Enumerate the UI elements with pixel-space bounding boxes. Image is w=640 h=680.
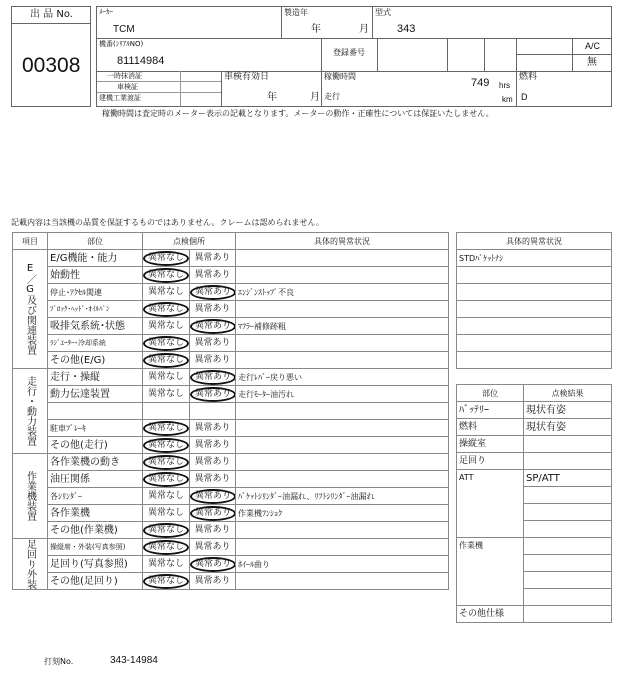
category-label: 作業機装置 xyxy=(24,471,36,521)
part-cell: 走行・操縦 xyxy=(48,369,143,386)
maker-label: ﾒｰｶｰ xyxy=(99,8,113,16)
rb-work-row xyxy=(524,555,612,572)
rt-row xyxy=(457,301,612,318)
rb-under-value xyxy=(524,453,612,470)
ng-option xyxy=(190,505,236,522)
rt-row xyxy=(457,318,612,335)
rb-att-row xyxy=(524,521,612,538)
ok-label: 異常なし xyxy=(147,490,184,501)
part-cell: 始動性 xyxy=(48,267,143,284)
ok-label: 異常なし xyxy=(147,286,184,297)
detail-cell xyxy=(236,267,449,284)
model-value: 343 xyxy=(397,23,416,35)
hours-value: 749 xyxy=(471,77,490,89)
inspection-month-unit: 月 xyxy=(310,92,320,103)
rb-work-label: 作業機 xyxy=(457,538,524,606)
table-row xyxy=(13,267,449,284)
category-label: E／G及び関連装置 xyxy=(24,263,36,355)
table-row xyxy=(13,369,449,386)
ok-label: 異常なし xyxy=(147,371,184,382)
table-row xyxy=(13,284,449,301)
ng-label-circled: 異常あり xyxy=(190,319,236,334)
ok-option xyxy=(143,573,190,590)
ok-label-circled: 異常なし xyxy=(143,336,189,351)
table-row xyxy=(13,352,449,369)
table-row xyxy=(13,471,449,488)
rb-work-row xyxy=(524,538,612,555)
part-cell: その他(足回り) xyxy=(48,573,143,590)
ng-option xyxy=(190,369,236,386)
ok-option xyxy=(143,471,190,488)
listing-no-box xyxy=(11,6,91,107)
part-cell: 各作業機 xyxy=(48,505,143,522)
part-cell: 足回り(写真参照) xyxy=(48,556,143,573)
inspection-table xyxy=(12,232,449,590)
category-cell xyxy=(13,454,48,539)
rb-fuel-label: 燃料 xyxy=(457,419,524,436)
part-cell: 各作業機の動き xyxy=(48,454,143,471)
reg-label: 登録番号 xyxy=(333,48,365,57)
table-header-row xyxy=(13,233,449,250)
ng-label: 異常あり xyxy=(194,269,231,280)
part-cell: その他(E/G) xyxy=(48,352,143,369)
ng-label: 異常あり xyxy=(194,337,231,348)
rb-other-label: その他仕様 xyxy=(457,606,524,623)
model-label: 型式 xyxy=(375,8,391,17)
ng-option xyxy=(190,352,236,369)
ok-label: 異常なし xyxy=(147,388,184,399)
header-detail: 具体的異常状況 xyxy=(236,233,449,250)
rt-cell xyxy=(457,301,612,318)
ng-label: 異常あり xyxy=(194,252,231,263)
part-cell: その他(走行) xyxy=(48,437,143,454)
part-cell: 吸排気系統･状態 xyxy=(48,318,143,335)
ok-option xyxy=(143,352,190,369)
detail-cell xyxy=(236,573,449,590)
inspection-label: 車検有効日 xyxy=(224,72,270,82)
detail-cell: ﾏﾌﾗｰ補修跡粗 xyxy=(236,318,449,335)
ng-label-circled: 異常あり xyxy=(190,370,236,385)
ok-option xyxy=(143,522,190,539)
detail-cell xyxy=(236,403,449,420)
rt-cell: STDﾊﾞｹｯﾄﾅｼ xyxy=(457,250,612,267)
table-row xyxy=(13,318,449,335)
hours-unit: hrs xyxy=(499,81,511,90)
rt-cell xyxy=(457,352,612,369)
header-check: 点検個所 xyxy=(143,233,236,250)
travel-label: 走行 xyxy=(324,92,340,101)
part-cell: ﾌﾞﾛｯｸ･ﾍｯﾄﾞ･ｵｲﾙﾊﾟﾝ xyxy=(48,301,143,318)
hours-label: 稼働時間 xyxy=(324,72,356,81)
ng-option xyxy=(190,488,236,505)
part-cell: ﾗｼﾞｴｰﾀｰ･冷却系統 xyxy=(48,335,143,352)
cert-transfer: 建機工業渡証 xyxy=(99,94,141,102)
detail-cell xyxy=(236,437,449,454)
rb-under-label: 足回り xyxy=(457,453,524,470)
table-row xyxy=(13,403,449,420)
category-cell xyxy=(13,250,48,369)
ok-option xyxy=(143,556,190,573)
table-row xyxy=(13,539,449,556)
table-row xyxy=(13,454,449,471)
month-unit: 月 xyxy=(359,24,369,35)
ok-label-circled: 異常なし xyxy=(143,472,189,487)
detail-cell: ﾎｲｰﾙ曲り xyxy=(236,556,449,573)
ac-value: 無 xyxy=(587,57,597,68)
maker-value: TCM xyxy=(113,24,135,35)
detail-cell xyxy=(236,454,449,471)
rt-row xyxy=(457,335,612,352)
listing-no: 00308 xyxy=(22,54,81,77)
detail-cell xyxy=(236,539,449,556)
category-cell xyxy=(13,539,48,590)
rb-header-part: 部位 xyxy=(457,385,524,402)
ng-label: 異常あり xyxy=(194,422,231,433)
listing-no-label: 出 品 No. xyxy=(30,9,73,20)
part-cell: 操縦席・外装(写真参照) xyxy=(48,539,143,556)
right-detail-table xyxy=(456,232,612,369)
rb-battery-label: ﾊﾞｯﾃﾘｰ xyxy=(457,402,524,419)
category-label: 走行・動力装置 xyxy=(24,376,36,446)
part-cell xyxy=(48,403,143,420)
ok-label-circled: 異常なし xyxy=(143,353,189,368)
rb-work-row xyxy=(524,589,612,606)
ok-option xyxy=(143,539,190,556)
ng-label: 異常あり xyxy=(194,354,231,365)
ok-option xyxy=(143,318,190,335)
detail-cell: 走行ﾓｰﾀｰ油汚れ xyxy=(236,386,449,403)
rb-fuel-value: 現状有姿 xyxy=(524,419,612,436)
ok-label-circled: 異常なし xyxy=(143,268,189,283)
ng-option xyxy=(190,454,236,471)
ng-option xyxy=(190,403,236,420)
rb-att-row xyxy=(524,504,612,521)
ng-label-circled: 異常あり xyxy=(190,506,236,521)
ok-label-circled: 異常なし xyxy=(143,421,189,436)
ok-option xyxy=(143,420,190,437)
rt-cell xyxy=(457,318,612,335)
ng-option xyxy=(190,250,236,267)
detail-cell xyxy=(236,420,449,437)
table-row xyxy=(13,301,449,318)
rt-header: 具体的異常状況 xyxy=(457,233,612,250)
table-row xyxy=(13,556,449,573)
serial-label: 機番(ｼﾘｱﾙNO) xyxy=(99,40,144,48)
rb-cab-value xyxy=(524,436,612,453)
ng-option xyxy=(190,284,236,301)
detail-cell xyxy=(236,471,449,488)
ng-label-circled: 異常あり xyxy=(190,285,236,300)
category-cell xyxy=(13,369,48,454)
header-part: 部位 xyxy=(48,233,143,250)
table-row xyxy=(13,420,449,437)
part-cell: 駐車ﾌﾞﾚｰｷ xyxy=(48,420,143,437)
ng-label-circled: 異常あり xyxy=(190,557,236,572)
ng-label: 異常あり xyxy=(194,575,231,586)
fuel-label: 燃料 xyxy=(519,72,538,82)
rt-header-row xyxy=(457,233,612,250)
table-row xyxy=(13,386,449,403)
travel-unit: km xyxy=(502,95,513,104)
rt-row xyxy=(457,352,612,369)
rb-att-value: SP/ATT xyxy=(524,470,612,487)
table-row xyxy=(13,250,449,267)
detail-cell xyxy=(236,352,449,369)
part-cell: E/G機能・能力 xyxy=(48,250,143,267)
ok-option xyxy=(143,403,190,420)
ok-option xyxy=(143,369,190,386)
rb-header-result: 点検結果 xyxy=(524,385,612,402)
part-cell: 各ｼﾘﾝﾀﾞｰ xyxy=(48,488,143,505)
ok-option xyxy=(143,250,190,267)
part-cell: その他(作業機) xyxy=(48,522,143,539)
ng-option xyxy=(190,556,236,573)
table-row xyxy=(13,573,449,590)
detail-cell: ﾊﾞｹｯﾄｼﾘﾝﾀﾞｰ油漏れ、ﾘﾌﾄｼﾘﾝﾀﾞｰ油漏れ xyxy=(236,488,449,505)
ng-label-circled: 異常あり xyxy=(190,489,236,504)
ng-option xyxy=(190,335,236,352)
rt-row xyxy=(457,284,612,301)
detail-cell xyxy=(236,335,449,352)
year-label: 製造年 xyxy=(284,8,308,17)
ng-label: 異常あり xyxy=(194,524,231,535)
ng-label-circled: 異常あり xyxy=(190,387,236,402)
part-cell: 油圧関係 xyxy=(48,471,143,488)
stamp-no: 343-14984 xyxy=(110,655,158,666)
ok-label-circled: 異常なし xyxy=(143,251,189,266)
table-row xyxy=(13,488,449,505)
serial-value: 81114984 xyxy=(117,55,165,67)
ok-label-circled: 異常なし xyxy=(143,523,189,538)
detail-cell xyxy=(236,522,449,539)
ng-option xyxy=(190,522,236,539)
cert-temp-cancel: 一時抹消証 xyxy=(107,72,142,80)
ok-label-circled: 異常なし xyxy=(143,302,189,317)
table-row xyxy=(13,522,449,539)
ok-option xyxy=(143,488,190,505)
ng-option xyxy=(190,386,236,403)
ng-label: 異常あり xyxy=(194,439,231,450)
meter-note: 稼働時間は査定時のメーター表示の記載となります。メーターの動作・正確性については保証いたしません。 xyxy=(102,109,494,118)
ok-label: 異常なし xyxy=(147,558,184,569)
ng-label: 異常あり xyxy=(194,303,231,314)
ok-label-circled: 異常なし xyxy=(143,574,189,589)
rb-battery-value: 現状有姿 xyxy=(524,402,612,419)
rb-att-row xyxy=(524,487,612,504)
rt-cell xyxy=(457,335,612,352)
inspection-year-unit: 年 xyxy=(267,92,277,103)
cert-inspection: 車検証 xyxy=(117,83,138,91)
ng-option xyxy=(190,301,236,318)
part-cell: 動力伝達装置 xyxy=(48,386,143,403)
table-row xyxy=(13,335,449,352)
detail-cell: ｴﾝｼﾞﾝｽﾄｯﾌﾟ不良 xyxy=(236,284,449,301)
spec-table xyxy=(96,6,612,107)
ok-label: 異常なし xyxy=(147,320,184,331)
ng-label: 異常あり xyxy=(194,473,231,484)
ng-option xyxy=(190,267,236,284)
rb-att-label: ATT xyxy=(457,470,524,538)
rb-other-value xyxy=(524,606,612,623)
disclaimer: 記載内容は当該機の品質を保証するものではありません。クレームは認められません。 xyxy=(11,218,324,227)
right-result-table xyxy=(456,384,612,623)
rt-row xyxy=(457,250,612,267)
ng-option xyxy=(190,420,236,437)
rb-work-row xyxy=(524,572,612,589)
part-cell: 停止･ｱｸｾﾙ関連 xyxy=(48,284,143,301)
ng-option xyxy=(190,573,236,590)
stamp-label: 打刻No. xyxy=(44,657,74,666)
ok-option xyxy=(143,505,190,522)
table-row xyxy=(13,437,449,454)
rt-cell xyxy=(457,267,612,284)
detail-cell: 走行ﾚﾊﾞｰ戻り悪い xyxy=(236,369,449,386)
fuel-value: D xyxy=(521,92,528,102)
ng-label: 異常あり xyxy=(194,541,231,552)
rt-cell xyxy=(457,284,612,301)
ok-option xyxy=(143,454,190,471)
ok-label-circled: 異常なし xyxy=(143,455,189,470)
rt-row xyxy=(457,267,612,284)
ok-option xyxy=(143,437,190,454)
ng-option xyxy=(190,539,236,556)
ok-label: 異常なし xyxy=(147,507,184,518)
year-unit: 年 xyxy=(311,24,321,35)
ok-label-circled: 異常なし xyxy=(143,540,189,555)
ok-label-circled: 異常なし xyxy=(143,438,189,453)
detail-cell xyxy=(236,301,449,318)
ok-option xyxy=(143,284,190,301)
ac-label: A/C xyxy=(585,41,601,51)
detail-cell: 作業機ﾌﾝｼｮｸ xyxy=(236,505,449,522)
ng-label: 異常あり xyxy=(194,456,231,467)
ng-option xyxy=(190,437,236,454)
ng-option xyxy=(190,471,236,488)
ok-option xyxy=(143,386,190,403)
ok-option xyxy=(143,301,190,318)
header-category: 項目 xyxy=(13,233,48,250)
ok-option xyxy=(143,335,190,352)
category-label: 足回り外装 xyxy=(24,539,36,589)
rb-cab-label: 操縦室 xyxy=(457,436,524,453)
ng-option xyxy=(190,318,236,335)
detail-cell xyxy=(236,250,449,267)
table-row xyxy=(13,505,449,522)
ok-option xyxy=(143,267,190,284)
